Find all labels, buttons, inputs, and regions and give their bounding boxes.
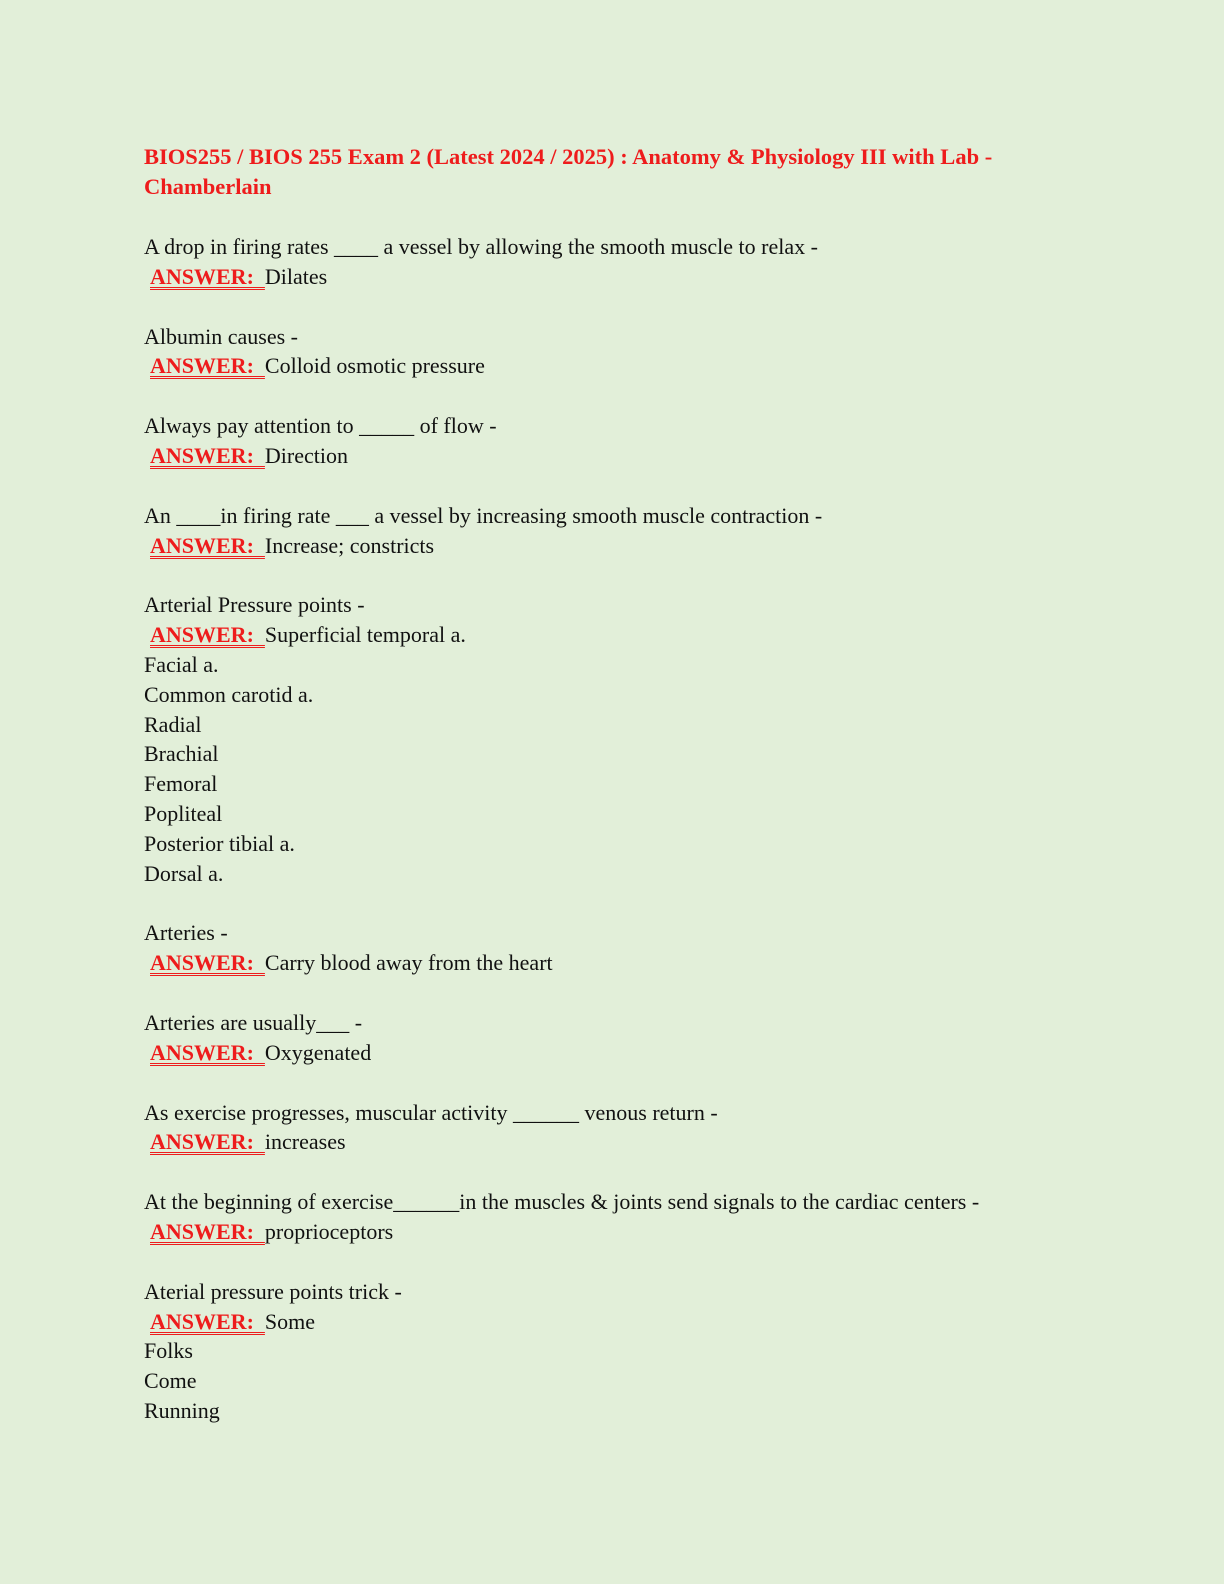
answer-continuation-line: Femoral: [144, 771, 218, 797]
answer-line: [144, 441, 1104, 471]
question-text: Arteries are usually___ -: [144, 1009, 363, 1035]
qa-item: [144, 918, 1104, 978]
answer-label: ANSWER:: [150, 353, 265, 379]
question-text: As exercise progresses, muscular activity ______ venous return -: [144, 1099, 718, 1125]
answer-continuation-line: Common carotid a.: [144, 681, 314, 707]
answer-continuation-line: Radial: [144, 711, 202, 737]
qa-item: [144, 1008, 1104, 1068]
answer-text: Carry blood away from the heart: [264, 950, 553, 976]
answer-text: Oxygenated: [264, 1039, 372, 1065]
answer-text: increases: [264, 1129, 346, 1155]
answer-text: Colloid osmotic pressure: [264, 353, 485, 379]
qa-item: [144, 322, 1104, 382]
answer-line: [144, 531, 1104, 561]
qa-item: [144, 411, 1104, 471]
qa-item: [144, 1098, 1104, 1158]
qa-list: [144, 232, 1104, 1426]
question-text: Arteries -: [144, 920, 228, 946]
answer-continuation-line: Facial a.: [144, 651, 219, 677]
question-text: At the beginning of exercise______in the muscles & joints send signals to the cardiac centers -: [144, 1189, 980, 1215]
answer-continuation-line: Come: [144, 1368, 197, 1394]
answer-text: Dilates: [264, 263, 328, 289]
answer-line: [144, 262, 1104, 292]
question-text: Aterial pressure points trick -: [144, 1278, 402, 1304]
answer-continuation-line: Folks: [144, 1338, 193, 1364]
question-text: An ____in firing rate ___ a vessel by increasing smooth muscle contraction -: [144, 502, 823, 528]
qa-item: [144, 1277, 1104, 1426]
answer-label: ANSWER:: [150, 1039, 265, 1065]
answer-text: Increase; constricts: [264, 532, 435, 558]
answer-label: ANSWER:: [150, 1218, 265, 1244]
answer-label: ANSWER:: [150, 950, 265, 976]
answer-line: [144, 948, 1104, 978]
answer-line: [144, 1038, 1104, 1068]
answer-line: [144, 1217, 1104, 1247]
question-text: Arterial Pressure points -: [144, 592, 365, 618]
answer-text: Some: [264, 1308, 316, 1334]
answer-label: ANSWER:: [150, 1129, 265, 1155]
answer-label: ANSWER:: [150, 442, 265, 468]
answer-line: [144, 1127, 1104, 1157]
answer-line: [144, 620, 1104, 650]
qa-item: [144, 232, 1104, 292]
answer-text: Direction: [264, 442, 348, 468]
answer-continuation-line: Posterior tibial a.: [144, 830, 295, 856]
answer-label: ANSWER:: [150, 1308, 265, 1334]
answer-label: ANSWER:: [150, 532, 265, 558]
answer-label: ANSWER:: [150, 622, 265, 648]
answer-continuation-line: Popliteal: [144, 800, 223, 826]
qa-item: [144, 1187, 1104, 1247]
question-text: A drop in firing rates ____ a vessel by allowing the smooth muscle to relax -: [144, 234, 818, 259]
answer-text: proprioceptors: [264, 1218, 394, 1244]
answer-continuation-line: Dorsal a.: [144, 860, 224, 886]
answer-text: Superficial temporal a.: [264, 622, 466, 648]
document-title: BIOS255 / BIOS 255 Exam 2 (Latest 2024 / 2025) : Anatomy & Physiology III with Lab - Chamberlain: [144, 144, 993, 199]
answer-continuation-line: Running: [144, 1397, 220, 1423]
question-text: Albumin causes -: [144, 323, 298, 349]
answer-line: [144, 351, 1104, 381]
question-text: Always pay attention to _____ of flow -: [144, 413, 497, 439]
answer-line: [144, 1307, 1104, 1337]
qa-item: [144, 501, 1104, 561]
qa-item: [144, 590, 1104, 888]
answer-continuation-line: Brachial: [144, 741, 219, 767]
answer-label: ANSWER:: [150, 263, 265, 289]
